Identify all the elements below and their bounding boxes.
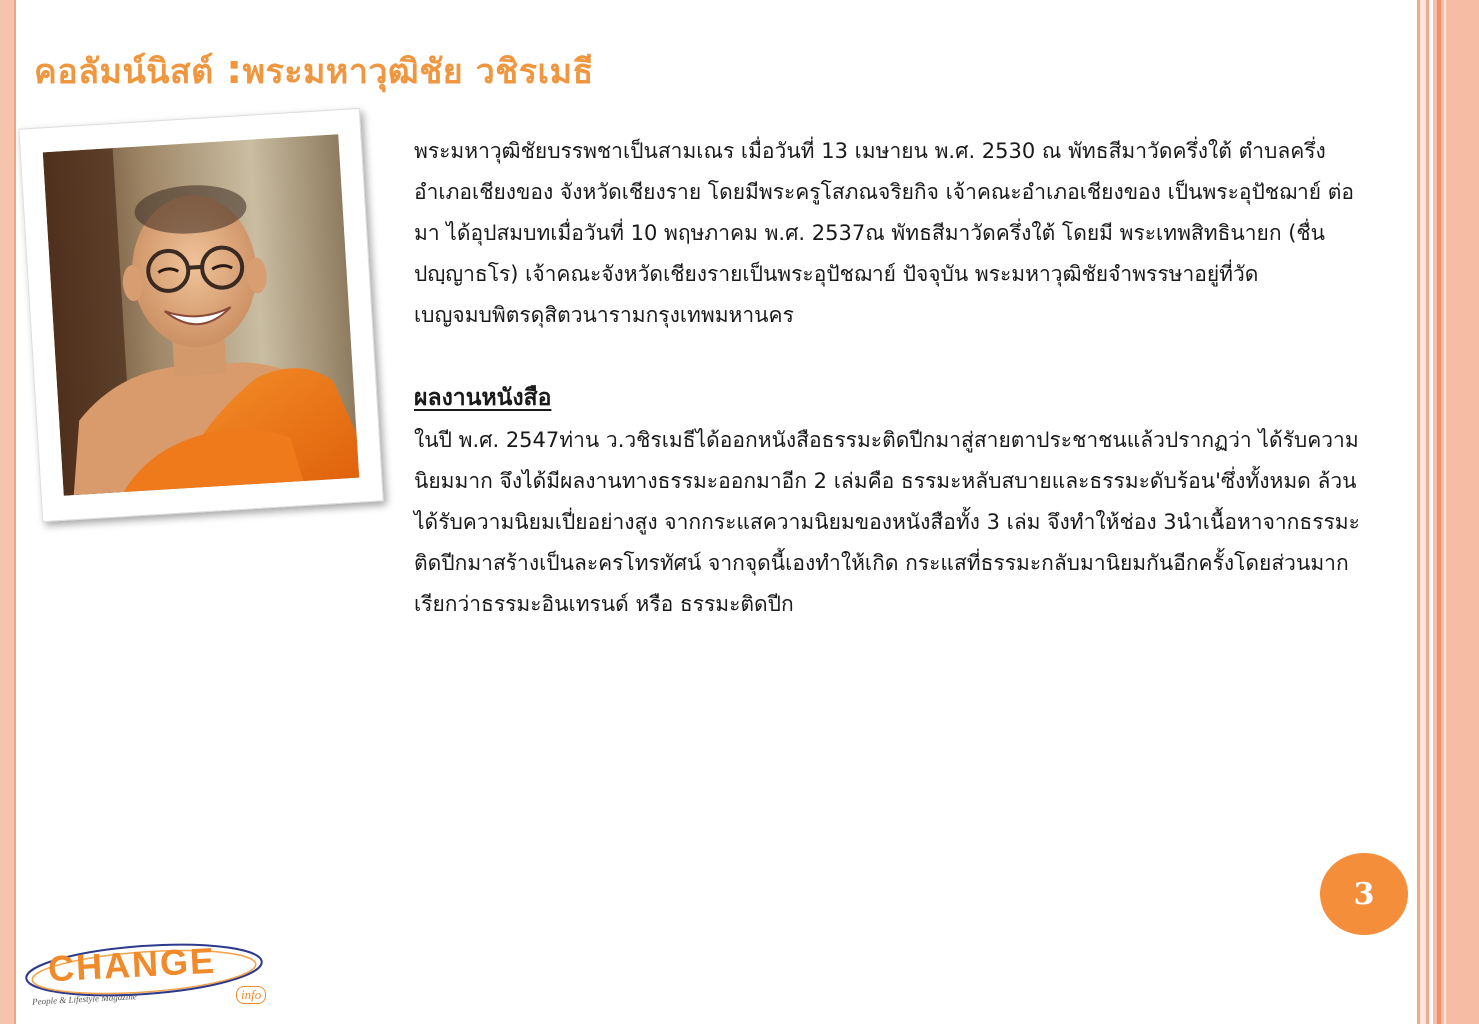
right-border-decoration (1413, 0, 1479, 1024)
monk-portrait-photo (43, 134, 359, 495)
page-number-badge: 3 (1320, 853, 1408, 935)
logo-tagline: People & Lifestyle Magazine (31, 991, 137, 1007)
bio-paragraph: พระมหาวุฒิชัยบรรพชาเป็นสามเณร เมื่อวันที่ 13 เมษายน พ.ศ. 2530 ณ พัทธสีมาวัดครึ่งใต้ ตำบลครึ่ง อำเภอเชียงของ จังหวัดเชียงราย โดยมีพระครูโสภณจริยกิจ เจ้าคณะอำเภอเชียงของ เป็นพระอุปัชฌาย์ ต่อมา ได้อุปสมบทเมื่อวันที่ 10 พฤษภาคม พ.ศ. 2537ณ พัทธสีมาวัดครึ่งใต้ โดยมี พระเทพสิทธินายก (ชื่น ปญฺญาธโร) เจ้าคณะจังหวัดเชียงรายเป็นพระอุปัชฌาย์ ปัจจุบัน พระมหาวุฒิชัยจำพรรษาอยู่ที่วัดเบญจมบพิตรดุสิตวนารามกรุงเทพมหานคร (414, 139, 1355, 327)
works-heading: ผลงานหนังสือ (414, 385, 552, 411)
change-info-logo (22, 934, 277, 1014)
page-title (34, 44, 594, 98)
title-colon: : (226, 47, 243, 93)
title-prefix: คอลัมน์นิสต์ (34, 52, 227, 92)
title-name: พระมหาวุฒิชัย วชิรเมธี (242, 52, 594, 92)
border-stripe (1444, 0, 1446, 1024)
logo-info-badge: info (236, 986, 266, 1004)
portrait-photo-frame (18, 108, 383, 522)
logo-brand-text: CHANGE (47, 939, 217, 990)
border-stripe (1437, 0, 1441, 1024)
works-paragraph: ในปี พ.ศ. 2547ท่าน ว.วชิรเมธีได้ออกหนังสือธรรมะติดปีกมาสู่สายตาประชาชนแล้วปรากฏว่า ได้รับความนิยมมาก จึงได้มีผลงานทางธรรมะออกมาอีก 2 เล่มคือ ธรรมะหลับสบายและธรรมะดับร้อน'ซึ่งทั้งหมด ล้วนได้รับความนิยมเปี่ยอย่างสูง จากกระแสความนิยมของหนังสือทั้ง 3 เล่ม จึงทำให้ช่อง 3นำเนื้อหาจากธรรมะติดปีกมาสร้างเป็นละครโทรทัศน์ จากจุดนี้เองทำให้เกิด กระแสที่ธรรมะกลับมานิยมกันอีกครั้งโดยส่วนมากเรียกว่าธรรมะอินเทรนด์ หรือ ธรรมะติดปีก (414, 428, 1360, 616)
left-border-decoration (0, 0, 16, 1024)
portrait-illustration (43, 134, 359, 495)
